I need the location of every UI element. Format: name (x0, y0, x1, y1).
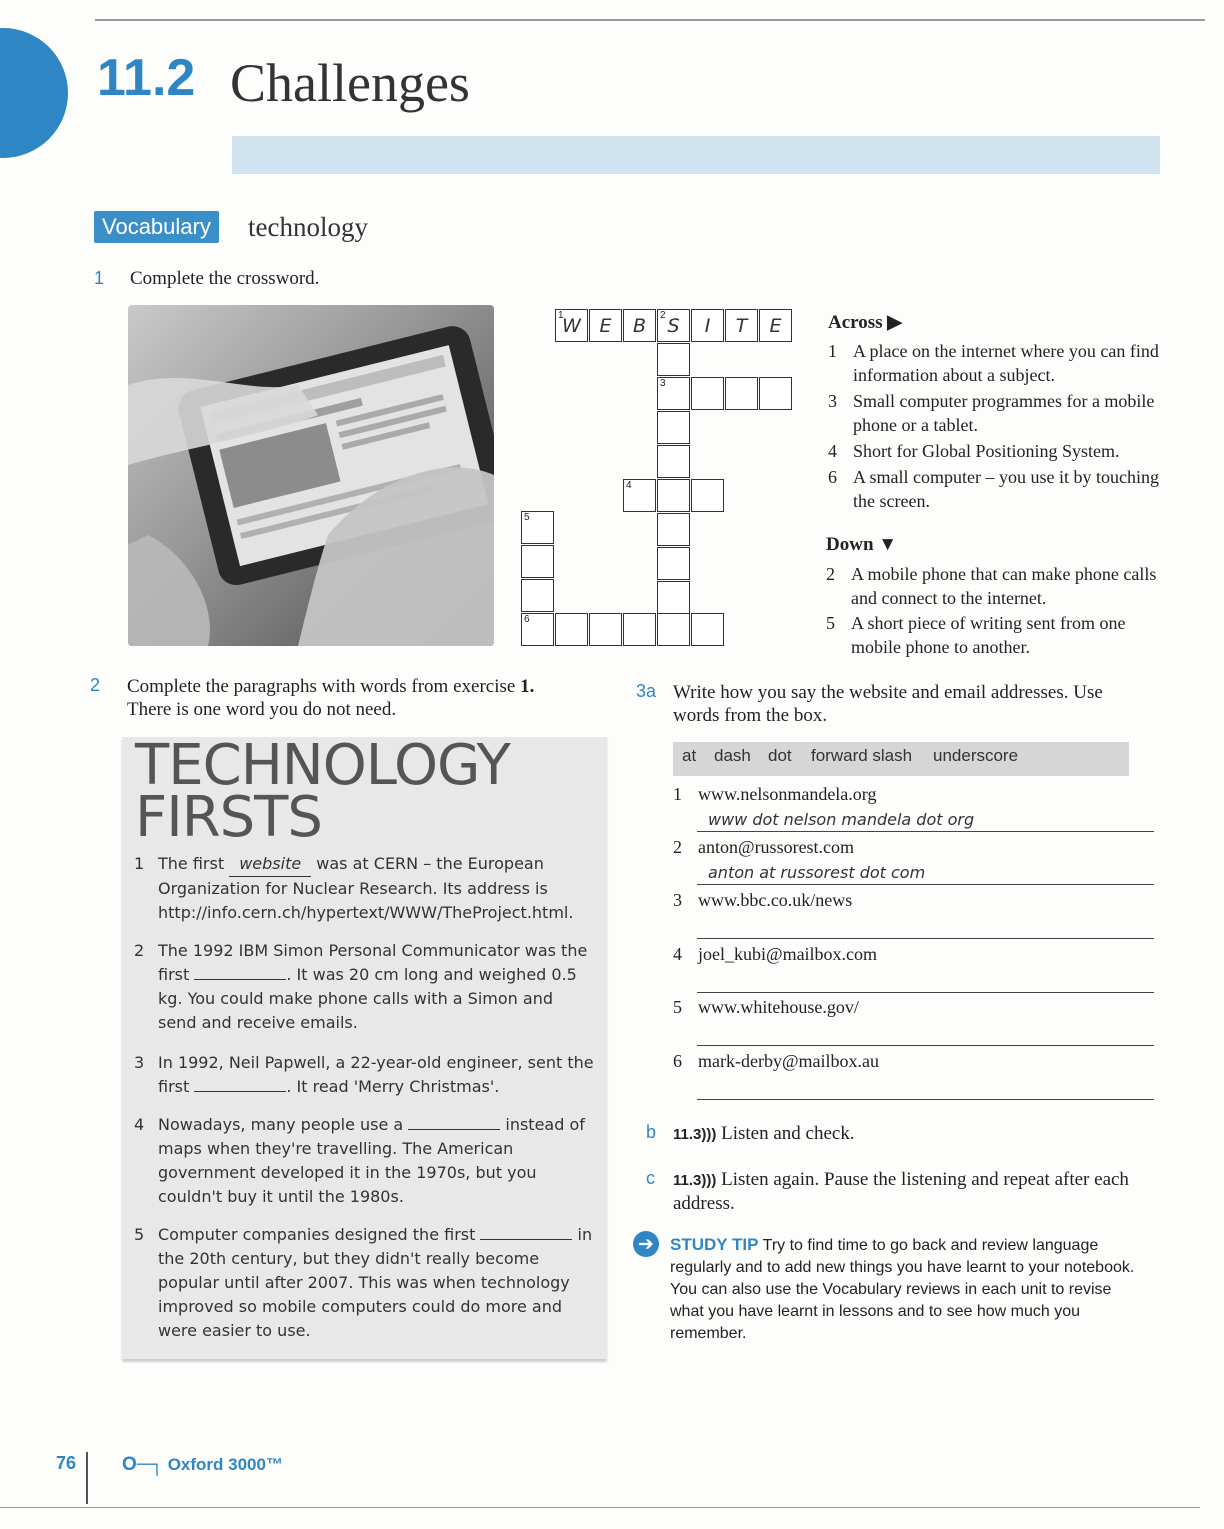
unit-title: Challenges (230, 53, 470, 113)
exercise-3c-label: c (646, 1168, 655, 1188)
crossword-cell[interactable]: B (623, 309, 656, 342)
exercise-3a-instruction: Write how you say the website and email addresses. Use words from the box. (673, 682, 1103, 726)
crossword-cell[interactable]: E (589, 309, 622, 342)
paragraph-1: 1 The first website was at CERN – the European Organization for Nuclear Research. Its address is http://info.cern.ch/hypertext/WWW/TheProject.html. (134, 854, 574, 922)
oxford-3000-label: O─┐ Oxford 3000™ (122, 1454, 283, 1475)
page-divider (86, 1452, 88, 1504)
down-clue: 2 A mobile phone that can make phone calls and connect to the internet. (826, 564, 1157, 608)
crossword-cell[interactable] (623, 613, 656, 646)
top-rule (95, 19, 1205, 21)
crossword-cell[interactable] (657, 613, 690, 646)
answer-blank[interactable]: website (229, 852, 311, 877)
address-text: mark-derby@mailbox.au (698, 1051, 880, 1071)
paragraph-3: 3 In 1992, Neil Papwell, a 22-year-old engineer, sent the first . It read 'Merry Christmas'. (134, 1053, 594, 1096)
crossword-cell[interactable] (521, 545, 554, 578)
across-clue: 4 Short for Global Positioning System. (828, 441, 1120, 461)
answer-blank[interactable] (408, 1129, 500, 1130)
paragraph-5: 5 Computer companies designed the first in the 20th century, but they didn't really become popular until after 2007. This was when technology improved so mobile computers could do more and were easier to use. (134, 1225, 593, 1340)
crossword-cell[interactable] (589, 613, 622, 646)
across-heading: Across ▶ (828, 312, 902, 333)
technology-firsts-title: TECHNOLOGY FIRSTS (135, 733, 510, 850)
exercise-1-instruction: Complete the crossword. (130, 268, 320, 289)
page-number: 76 (56, 1453, 77, 1473)
crossword-cell[interactable] (691, 377, 724, 410)
paragraph-4: 4 Nowadays, many people use a instead of maps when they're travelling. The American government developed it in the 1970s, but you couldn't buy it until the 1980s. (134, 1115, 585, 1206)
exercise-3a-label: 3a (636, 681, 657, 701)
study-tip-label: STUDY TIP (670, 1235, 759, 1254)
answer-line[interactable] (697, 831, 1154, 832)
header-band (232, 136, 1160, 174)
crossword-cell[interactable]: I (691, 309, 724, 342)
address-number: 6 (673, 1051, 682, 1071)
crossword-cell[interactable] (657, 343, 690, 376)
crossword-cell[interactable]: E (759, 309, 792, 342)
down-heading: Down ▼ (826, 534, 898, 555)
crossword-cell[interactable]: 6 (521, 613, 554, 646)
crossword-cell[interactable]: 1 W (555, 309, 588, 342)
crossword-cell[interactable] (691, 479, 724, 512)
study-tip (670, 1234, 1145, 1345)
answer-line[interactable] (697, 992, 1154, 993)
across-clue: 3 Small computer programmes for a mobile phone or a tablet. (828, 391, 1155, 435)
key-icon: O─┐ (122, 1454, 164, 1475)
crossword-cell[interactable]: 2 S (657, 309, 690, 342)
crossword-cell[interactable] (657, 411, 690, 444)
address-number: 2 (673, 837, 682, 857)
crossword-cell[interactable]: 3 (657, 377, 690, 410)
exercise-2-number: 2 (90, 675, 101, 695)
answer-line[interactable] (697, 1099, 1154, 1100)
answer-blank[interactable] (194, 1091, 286, 1092)
across-clue: 1 A place on the internet where you can find information about a subject. (828, 341, 1159, 385)
address-text: joel_kubi@mailbox.com (698, 944, 878, 964)
crossword-cell[interactable] (555, 613, 588, 646)
exercise-3c-instruction: 11.3))) Listen again. Pause the listening and repeat after each address. (673, 1169, 1129, 1214)
answer-line[interactable] (697, 884, 1154, 885)
answer-line[interactable] (697, 938, 1154, 939)
word-box-item: underscore (933, 746, 1019, 765)
crossword-cell[interactable] (725, 377, 758, 410)
address-text: anton@russorest.com (698, 837, 855, 857)
address-number: 3 (673, 890, 682, 910)
answer-line[interactable] (697, 1045, 1154, 1046)
footer-rule (0, 1507, 1200, 1508)
unit-number: 11.2 (97, 49, 196, 107)
address-number: 5 (673, 997, 682, 1017)
address-text: www.bbc.co.uk/news (698, 890, 853, 910)
vocabulary-tag: Vocabulary (94, 211, 219, 243)
audio-icon[interactable]: ))) (701, 1126, 717, 1143)
across-clue: 6 A small computer – you use it by touching the screen. (828, 467, 1159, 511)
address-number: 1 (673, 784, 682, 804)
address-text: www.whitehouse.gov/ (698, 997, 859, 1017)
tablet-photo (128, 305, 494, 646)
exercise-3b-instruction: 11.3))) Listen and check. (673, 1123, 855, 1144)
crossword-cell[interactable] (657, 547, 690, 580)
word-box-item: dash (714, 746, 751, 765)
vocabulary-topic: technology (248, 212, 368, 242)
handwritten-answer: anton at russorest dot com (708, 863, 926, 882)
crossword-cell[interactable] (521, 579, 554, 612)
word-box-item: dot (768, 746, 792, 765)
crossword-cell[interactable] (759, 377, 792, 410)
address-text: www.nelsonmandela.org (698, 784, 877, 804)
answer-blank[interactable] (480, 1239, 572, 1240)
audio-track[interactable]: 11.3 (673, 1126, 702, 1143)
exercise-1-number: 1 (94, 268, 105, 288)
arrow-right-icon: ➔ (633, 1231, 659, 1257)
word-box-item: forward slash (811, 746, 913, 765)
crossword-cell[interactable] (691, 613, 724, 646)
exercise-3b-label: b (646, 1122, 657, 1142)
audio-track[interactable]: 11.3 (673, 1172, 702, 1189)
study-tip-text: Try to find time to go back and review language regularly and to add new things you have learnt to your notebook. You can also use the Vocabulary reviews in each unit to revise what you have learnt in lessons and to see how much you remember. (670, 1237, 1135, 1342)
word-box-item: at (682, 746, 697, 765)
audio-icon[interactable]: ))) (701, 1172, 717, 1189)
crossword-cell[interactable]: T (725, 309, 758, 342)
crossword-cell[interactable] (657, 513, 690, 546)
answer-blank[interactable] (194, 979, 286, 980)
crossword-cell[interactable]: 4 (623, 479, 656, 512)
handwritten-answer: www dot nelson mandela dot org (708, 810, 975, 829)
address-number: 4 (673, 944, 682, 964)
crossword-cell[interactable] (657, 445, 690, 478)
crossword-cell[interactable] (657, 581, 690, 614)
crossword-cell[interactable] (657, 479, 690, 512)
exercise-2-instruction: Complete the paragraphs with words from exercise 1. There is one word you do not need. (127, 676, 535, 720)
paragraph-2: 2 The 1992 IBM Simon Personal Communicator was the first . It was 20 cm long and weighed 0.5 kg. You could make phone calls with a Simon and send and receive emails. (134, 941, 588, 1032)
corner-tab (0, 28, 68, 158)
down-clue: 5 A short piece of writing sent from one mobile phone to another. (826, 613, 1126, 657)
crossword-cell[interactable]: 5 (521, 511, 554, 544)
